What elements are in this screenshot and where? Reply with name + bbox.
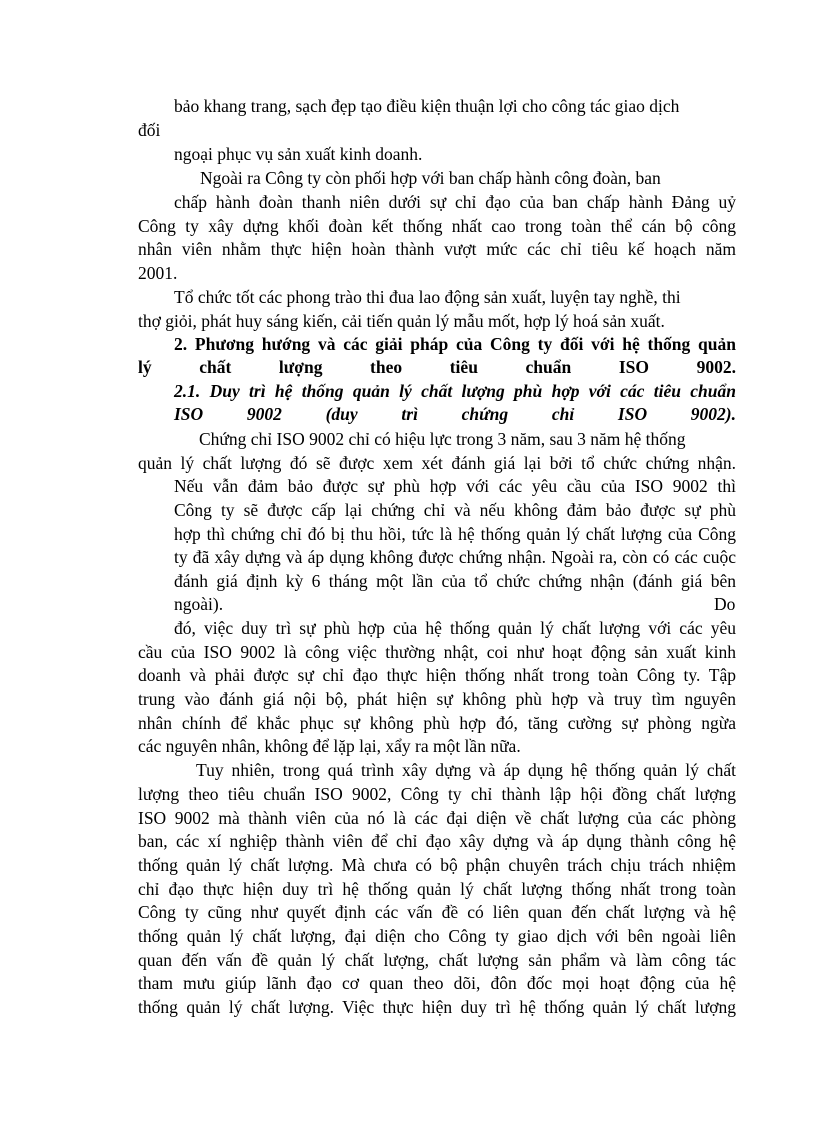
text-line: ISO 9002 mà thành viên của nó là các đại diện về chất lượng của các phòng [138, 808, 736, 828]
text-line: bảo khang trang, sạch đẹp tạo điều kiện thuận lợi cho công tác giao dịch [174, 96, 680, 116]
text-line: ban, các xí nghiệp thành viên để chỉ đạo xây dựng và áp dụng thành công hệ [138, 831, 736, 851]
text-line: thống quản lý chất lượng. Mà chưa có bộ phận chuyên trách chịu trách nhiệm [138, 855, 736, 875]
text-line: lượng theo tiêu chuẩn ISO 9002, Công ty chỉ thành lập hội đồng chất lượng [138, 784, 736, 804]
section-heading: 2. Phương hướng và các giải pháp của Công ty đối với hệ thống quản [174, 334, 736, 354]
text-line: nhân chính để khắc phục sự không phù hợp đó, tăng cường sự phòng ngừa [138, 713, 736, 733]
text-line: quan đến vấn đề quản lý chất lượng, chất lượng sản phẩm và làm công tác [138, 950, 736, 970]
text-line: thống quản lý chất lượng. Việc thực hiện duy trì hệ thống quản lý chất lượng [138, 997, 736, 1017]
section-heading: lý chất lượng theo tiêu chuẩn ISO 9002. [138, 357, 736, 377]
text-line: Chứng chỉ ISO 9002 chỉ có hiệu lực trong 3 năm, sau 3 năm hệ thống [199, 429, 686, 449]
text-line: cầu của ISO 9002 là công việc thường nhật, coi như hoạt động sản xuất kinh [138, 642, 736, 662]
text-line: nhân viên nhằm thực hiện hoàn thành vượt mức các chỉ tiêu kế hoạch năm [138, 239, 736, 259]
text-line: tham mưu giúp lãnh đạo cơ quan theo dõi, đôn đốc mọi hoạt động của hệ [138, 973, 736, 993]
text-line: Ngoài ra Công ty còn phối hợp với ban chấp hành công đoàn, ban [200, 168, 661, 188]
text-line: đánh giá định kỳ 6 tháng một lần của tổ chức chứng nhận (đánh giá bên [174, 571, 736, 591]
text-line: thống quản lý chất lượng, đại diện cho Công ty giao dịch với bên ngoài liên [138, 926, 736, 946]
text-line: quản lý chất lượng đó sẽ được xem xét đánh giá lại bởi tổ chức chứng nhận. [138, 453, 736, 473]
text-line: Công ty xây dựng khối đoàn kết thống nhất cao trong toàn thể cán bộ công [138, 216, 736, 236]
text-line: Do [714, 594, 736, 614]
text-line: đối [138, 120, 161, 140]
text-line: đó, việc duy trì sự phù hợp của hệ thống quản lý chất lượng với các yêu [174, 618, 736, 638]
text-line: Công ty sẽ được cấp lại chứng chỉ và nếu không đảm bảo được sự phù [174, 500, 736, 520]
subsection-heading: 2.1. Duy trì hệ thống quản lý chất lượng phù hợp với các tiêu chuẩn [174, 381, 736, 401]
text-line: chấp hành đoàn thanh niên dưới sự chỉ đạo của ban chấp hành Đảng uỷ [174, 192, 736, 212]
text-line: 2001. [138, 263, 178, 283]
text-line: Nếu vẫn đảm bảo được sự phù hợp với các yêu cầu của ISO 9002 thì [174, 476, 736, 496]
text-line: chỉ đạo thực hiện duy trì hệ thống quản lý chất lượng thống nhất trong toàn [138, 879, 736, 899]
text-line: ngoài). [174, 594, 224, 614]
text-line: ty đã xây dựng và áp dụng không được chứng nhận. Ngoài ra, còn có các cuộc [174, 547, 736, 567]
text-line: ngoại phục vụ sản xuất kinh doanh. [174, 144, 423, 164]
text-line: các nguyên nhân, không để lặp lại, xẩy ra một lần nữa. [138, 736, 521, 756]
text-line: thợ giỏi, phát huy sáng kiến, cải tiến quản lý mẫu mốt, hợp lý hoá sản xuất. [138, 311, 665, 331]
text-line: Tuy nhiên, trong quá trình xây dựng và áp dụng hệ thống quản lý chất [196, 760, 736, 780]
subsection-heading: ISO 9002 (duy trì chứng chỉ ISO 9002). [174, 404, 736, 424]
text-line: Tổ chức tốt các phong trào thi đua lao động sản xuất, luyện tay nghề, thi [174, 287, 681, 307]
text-line: hợp thì chứng chỉ đó bị thu hồi, tức là hệ thống quản lý chất lượng của Công [174, 524, 736, 544]
text-line: Công ty cũng như quyết định các vấn đề có liên quan đến chất lượng và hệ [138, 902, 736, 922]
text-line: doanh và phải được sự chỉ đạo thực hiện thống nhất trong toàn Công ty. Tập [138, 665, 736, 685]
text-line: trung vào đánh giá nội bộ, phát hiện sự không phù hợp và truy tìm nguyên [138, 689, 736, 709]
